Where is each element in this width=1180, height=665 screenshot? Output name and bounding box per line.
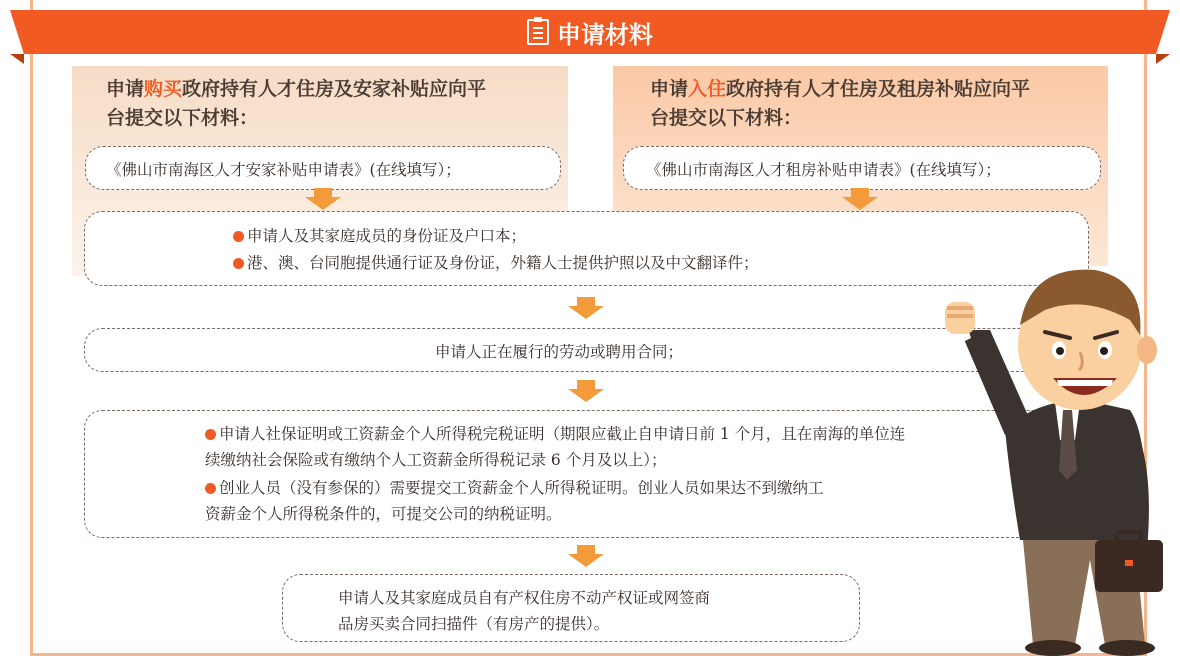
tax-item-1	[205, 422, 905, 444]
left-heading-rest: 政府持有人才住房及安家补贴应向平	[182, 78, 487, 100]
right-heading-rest: 政府持有人才住房及租房补贴应向平	[726, 78, 1031, 100]
property-documents-box	[282, 574, 860, 642]
bullet-dot-icon	[205, 429, 216, 440]
identity-item-1	[233, 224, 526, 246]
tax-item-2-line2: 资薪金个人所得税条件的，可提交公司的纳税证明。	[205, 505, 562, 523]
right-heading-line2: 台提交以下材料：	[650, 107, 803, 129]
bullet-dot-icon	[233, 258, 244, 269]
property-line1: 申请人及其家庭成员自有产权住房不动产权证或网签商	[338, 589, 711, 607]
identity-item-2-text: 港、澳、台同胞提供通行证及身份证，外籍人士提供护照以及中文翻译件；	[247, 254, 759, 272]
right-form-text: 《佛山市南海区人才租房补贴申请表》(在线填写）；	[646, 161, 1001, 179]
right-form-box	[623, 146, 1101, 190]
tax-item-2-line1: 创业人员（没有参保的）需要提交工资薪金个人所得税证明。创业人员如果达不到缴纳工	[219, 479, 824, 497]
contract-text: 申请人正在履行的劳动或聘用合同；	[435, 343, 684, 361]
banner-title-row	[0, 10, 1180, 54]
banner-fold-right	[1156, 54, 1170, 64]
left-heading-highlight: 购买	[144, 78, 183, 100]
property-line2: 品房买卖合同扫描件（有房产的提供）。	[338, 615, 610, 633]
banner-title: 申请材料	[557, 20, 653, 49]
identity-item-2	[233, 251, 759, 273]
left-heading-prefix: 申请	[106, 78, 145, 100]
document-icon	[527, 19, 549, 45]
arrow-down-icon	[305, 188, 341, 210]
banner-fold-left	[10, 54, 24, 64]
tax-item-2	[205, 476, 824, 498]
left-panel-heading	[106, 75, 486, 133]
arrow-down-icon	[568, 380, 604, 402]
businessman-illustration	[935, 240, 1175, 660]
arrow-down-icon	[842, 188, 878, 210]
identity-item-1-text: 申请人及其家庭成员的身份证及户口本；	[247, 227, 527, 245]
left-heading-line2: 台提交以下材料：	[106, 107, 259, 129]
arrow-down-icon	[568, 545, 604, 567]
arrow-down-icon	[568, 297, 604, 319]
tax-item-1-line1: 申请人社保证明或工资薪金个人所得税完税证明（期限应截止自申请日前 1 个月，且在南海的单位连	[219, 425, 906, 443]
left-form-box	[85, 146, 561, 190]
bullet-dot-icon	[205, 483, 216, 494]
right-heading-prefix: 申请	[650, 78, 689, 100]
left-form-text: 《佛山市南海区人才安家补贴申请表》(在线填写）；	[106, 161, 461, 179]
right-panel-heading	[650, 75, 1030, 133]
bullet-dot-icon	[233, 231, 244, 242]
tax-item-1-line2: 续缴纳社会保险或有缴纳个人工资薪金所得税记录 6 个月及以上）；	[205, 451, 667, 469]
right-heading-highlight: 入住	[688, 78, 727, 100]
